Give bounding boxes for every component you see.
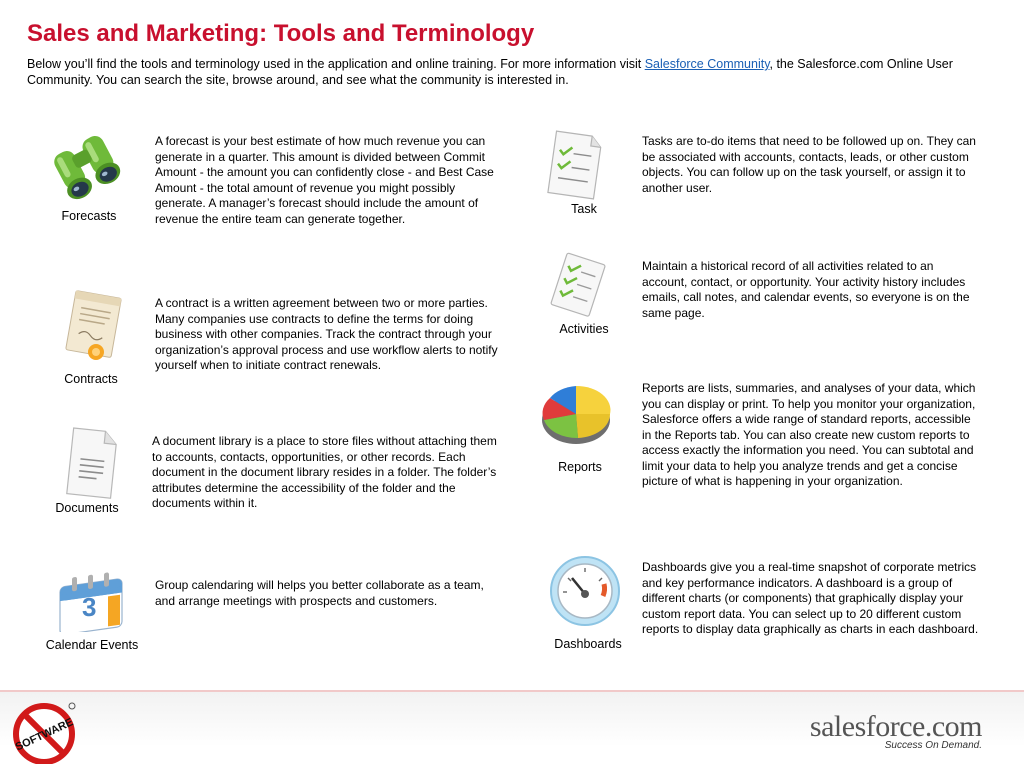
salesforce-community-link[interactable]: Salesforce Community	[644, 57, 770, 71]
desc-reports: Reports are lists, summaries, and analyses of your data, which you can display or print. To help you monitor your organization, Salesforce offers a wide range of standard reports, accessible in the Reports tab. You can also create new custom reports to access exactly the information you need. You can subtotal and limit your data to help you analyze trends and get a concise picture of what is happening in your organization.	[642, 381, 976, 488]
label-reports: Reports	[558, 460, 602, 474]
desc-forecasts: A forecast is your best estimate of how much revenue you can generate in a quarter. This amount is divided between Commit Amount - the amount you can confidently close - and Best Case Amount - the total amount of revenue you might possibly generate. A manager’s forecast should include the amount of revenue the entire team can generate together.	[155, 134, 494, 226]
dashboard-gauge-icon	[548, 554, 622, 628]
label-contracts: Contracts	[64, 372, 118, 386]
salesforce-logo	[810, 710, 982, 751]
calendar-day-number: 3	[82, 592, 97, 622]
document-icon	[58, 426, 124, 502]
intro-text-after: , the Salesforce.com Online User Community. You can search the site, browse around, and see what the community is interested in.	[27, 57, 953, 87]
task-checklist-icon	[544, 130, 606, 200]
activities-checklist-icon	[548, 252, 610, 318]
label-activities: Activities	[559, 322, 609, 336]
page-title: Sales and Marketing: Tools and Terminology	[27, 20, 535, 47]
intro-paragraph	[27, 56, 987, 88]
pie-chart-icon	[538, 376, 616, 450]
label-forecasts: Forecasts	[61, 209, 117, 223]
desc-task: Tasks are to-do items that need to be followed up on. They can be associated with accounts, contacts, leads, or other custom objects. You can follow up on the task yourself, or assign it to another user.	[642, 134, 976, 195]
desc-contracts: A contract is a written agreement between two or more parties. Many companies use contracts to define the terms for doing business with other companies. Track the contract through your organization’s approval process and use workflow alerts to notify yourself when to initiate contract renewals.	[155, 296, 498, 372]
desc-calendar-events: Group calendaring will helps you better collaborate as a team, and arrange meetings with prospects and customers.	[155, 578, 484, 608]
contract-icon	[60, 288, 126, 366]
no-software-badge-icon	[12, 700, 80, 764]
binoculars-icon	[46, 132, 130, 204]
salesforce-logo-tagline: Success On Demand.	[884, 740, 982, 751]
calendar-icon	[54, 566, 130, 632]
desc-documents: A document library is a place to store files without attaching them to accounts, contacts, opportunities, or other records. Each document in the document library resides in a folder. The folder’s attributes determine the accessibility of the folder and the documents within it.	[152, 434, 497, 510]
desc-dashboards: Dashboards give you a real-time snapshot of corporate metrics and key performance indicators. A dashboard is a group of different charts (or components) that graphically display your custom report data. You can select up to 20 different custom reports to display data graphically as charts in each dashboard.	[642, 560, 979, 636]
salesforce-logo-name: salesforce.com	[809, 710, 982, 743]
footer-bar	[0, 690, 1024, 770]
label-calendar-events: Calendar Events	[45, 638, 139, 652]
no-software-badge-text: SOFTWARE	[13, 716, 76, 754]
intro-text-before: Below you’ll find the tools and terminology used in the application and online training. For more information visit	[27, 57, 645, 71]
label-documents: Documents	[55, 501, 119, 515]
label-dashboards: Dashboards	[554, 637, 622, 651]
desc-activities: Maintain a historical record of all activities related to an account, contact, or opportunity. Your activity history includes emails, call notes, and calendar events, so everyone is on the same page.	[642, 259, 970, 320]
label-task: Task	[571, 202, 597, 216]
